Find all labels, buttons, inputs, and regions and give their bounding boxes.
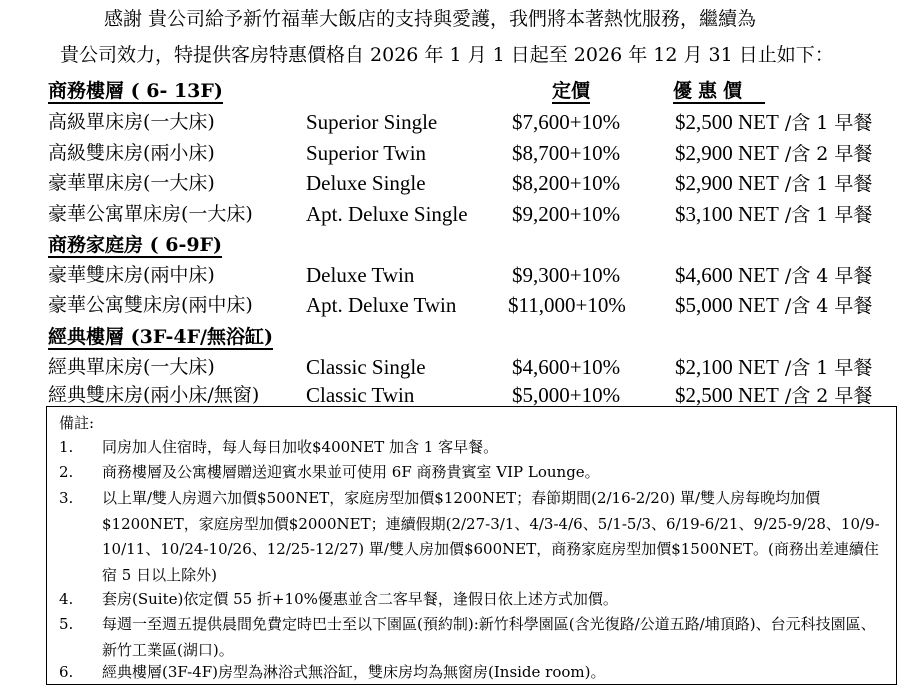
list-price-header: 定價 [552, 80, 591, 102]
room-row [0, 139, 913, 169]
section-title-classic: 經典樓層 (3F-4F/無浴缸) [48, 326, 273, 348]
room-discount-price: $4,600 NET /含 4 早餐 [675, 263, 873, 287]
note-number: 4. [59, 590, 74, 608]
note-item [57, 612, 887, 663]
note-text: 同房加人住宿時，每人每日加收$400NET 加含 1 客早餐。 [102, 438, 499, 456]
room-name-en: Apt. Deluxe Twin [306, 293, 457, 317]
discount-price-header: 優惠價 [673, 80, 765, 104]
room-row [0, 200, 913, 230]
room-name-zh: 經典雙床房(兩小床/無窗) [48, 384, 260, 406]
intro-line-2: 貴公司效力，特提供客房特惠價格自 2026 年 1 月 1 日起至 2026 年 12 月 31 日止如下： [60, 44, 834, 66]
room-list-price: $8,200+10% [512, 171, 621, 195]
room-list-price: $9,300+10% [512, 263, 621, 287]
room-row [0, 353, 913, 383]
room-name-zh: 高級雙床房(兩小床) [48, 142, 215, 164]
note-item [57, 435, 887, 461]
note-text: 每週一至週五提供晨間免費定時巴士至以下園區(預約制):新竹科學園區(含光復路/公道五路/埔頂路)、台元科技園區、新竹工業區(湖口)。 [102, 615, 876, 659]
notes-title: 備註: [59, 414, 95, 432]
note-number: 3. [59, 489, 74, 507]
room-list-price: $11,000+10% [508, 293, 626, 317]
room-discount-price: $2,100 NET /含 1 早餐 [675, 355, 873, 379]
note-text: 商務樓層及公寓樓層贈送迎賓水果並可使用 6F 商務貴賓室 VIP Lounge。 [102, 463, 600, 481]
room-name-zh: 豪華雙床房(兩中床) [48, 264, 215, 286]
room-list-price: $5,000+10% [512, 383, 621, 407]
room-name-en: Classic Single [306, 355, 426, 379]
note-text: 經典樓層(3F-4F)房型為淋浴式無浴缸，雙床房均為無窗房(Inside room)。 [102, 663, 606, 681]
note-number: 5. [59, 615, 74, 633]
note-item [57, 660, 887, 686]
room-discount-price: $2,900 NET /含 2 早餐 [675, 141, 873, 165]
section-title-business: 商務樓層 ( 6- 13F) [48, 80, 223, 102]
room-discount-price: $2,500 NET /含 1 早餐 [675, 110, 873, 134]
room-discount-price: $3,100 NET /含 1 早餐 [675, 202, 873, 226]
room-name-en: Apt. Deluxe Single [306, 202, 468, 226]
room-name-en: Superior Single [306, 110, 438, 134]
note-number: 1. [59, 438, 74, 456]
room-row [0, 261, 913, 291]
room-discount-price: $2,500 NET /含 2 早餐 [675, 383, 873, 407]
room-name-en: Classic Twin [306, 383, 415, 407]
room-row [0, 291, 913, 321]
room-name-en: Superior Twin [306, 141, 427, 165]
room-name-zh: 豪華單床房(一大床) [48, 172, 215, 194]
room-row [0, 169, 913, 199]
note-item [57, 486, 887, 588]
room-name-zh: 高級單床房(一大床) [48, 111, 215, 133]
room-discount-price: $5,000 NET /含 4 早餐 [675, 293, 873, 317]
room-row [0, 108, 913, 138]
note-item [57, 587, 887, 613]
room-discount-price: $2,900 NET /含 1 早餐 [675, 171, 873, 195]
room-name-zh: 經典單床房(一大床) [48, 356, 215, 378]
note-text: 以上單/雙人房週六加價$500NET，家庭房型加價$1200NET；春節期間(2/16-2/20) 單/雙人房每晚均加價$1200NET，家庭房型加價$2000NET；連續假期(2/27-3/1、4/3-4/6、5/1-5/3、6/19-6/21、9/25-9/28、10/9-10/11、10/24-10/26、12/25-12/27) 單/雙人房加價$600NET，商務家庭房型加價$1500NET。(商務出差連續住宿 5 日以上除外) [102, 489, 880, 584]
room-name-en: Deluxe Twin [306, 263, 415, 287]
note-text: 套房(Suite)依定價 55 折+10%優惠並含二客早餐，逢假日依上述方式加價。 [102, 590, 618, 608]
note-item [57, 460, 887, 486]
room-list-price: $9,200+10% [512, 202, 621, 226]
room-name-zh: 豪華公寓雙床房(兩中床) [48, 294, 253, 316]
section-title-family: 商務家庭房 ( 6-9F) [48, 234, 223, 256]
room-list-price: $7,600+10% [512, 110, 621, 134]
room-list-price: $4,600+10% [512, 355, 621, 379]
notes-box [46, 406, 897, 685]
room-name-en: Deluxe Single [306, 171, 426, 195]
room-list-price: $8,700+10% [512, 141, 621, 165]
room-name-zh: 豪華公寓單床房(一大床) [48, 203, 253, 225]
note-number: 6. [59, 663, 74, 681]
intro-line-1: 感謝 貴公司給予新竹福華大飯店的支持與愛護，我們將本著熱忱服務，繼續為 [104, 8, 757, 30]
note-number: 2. [59, 463, 74, 481]
